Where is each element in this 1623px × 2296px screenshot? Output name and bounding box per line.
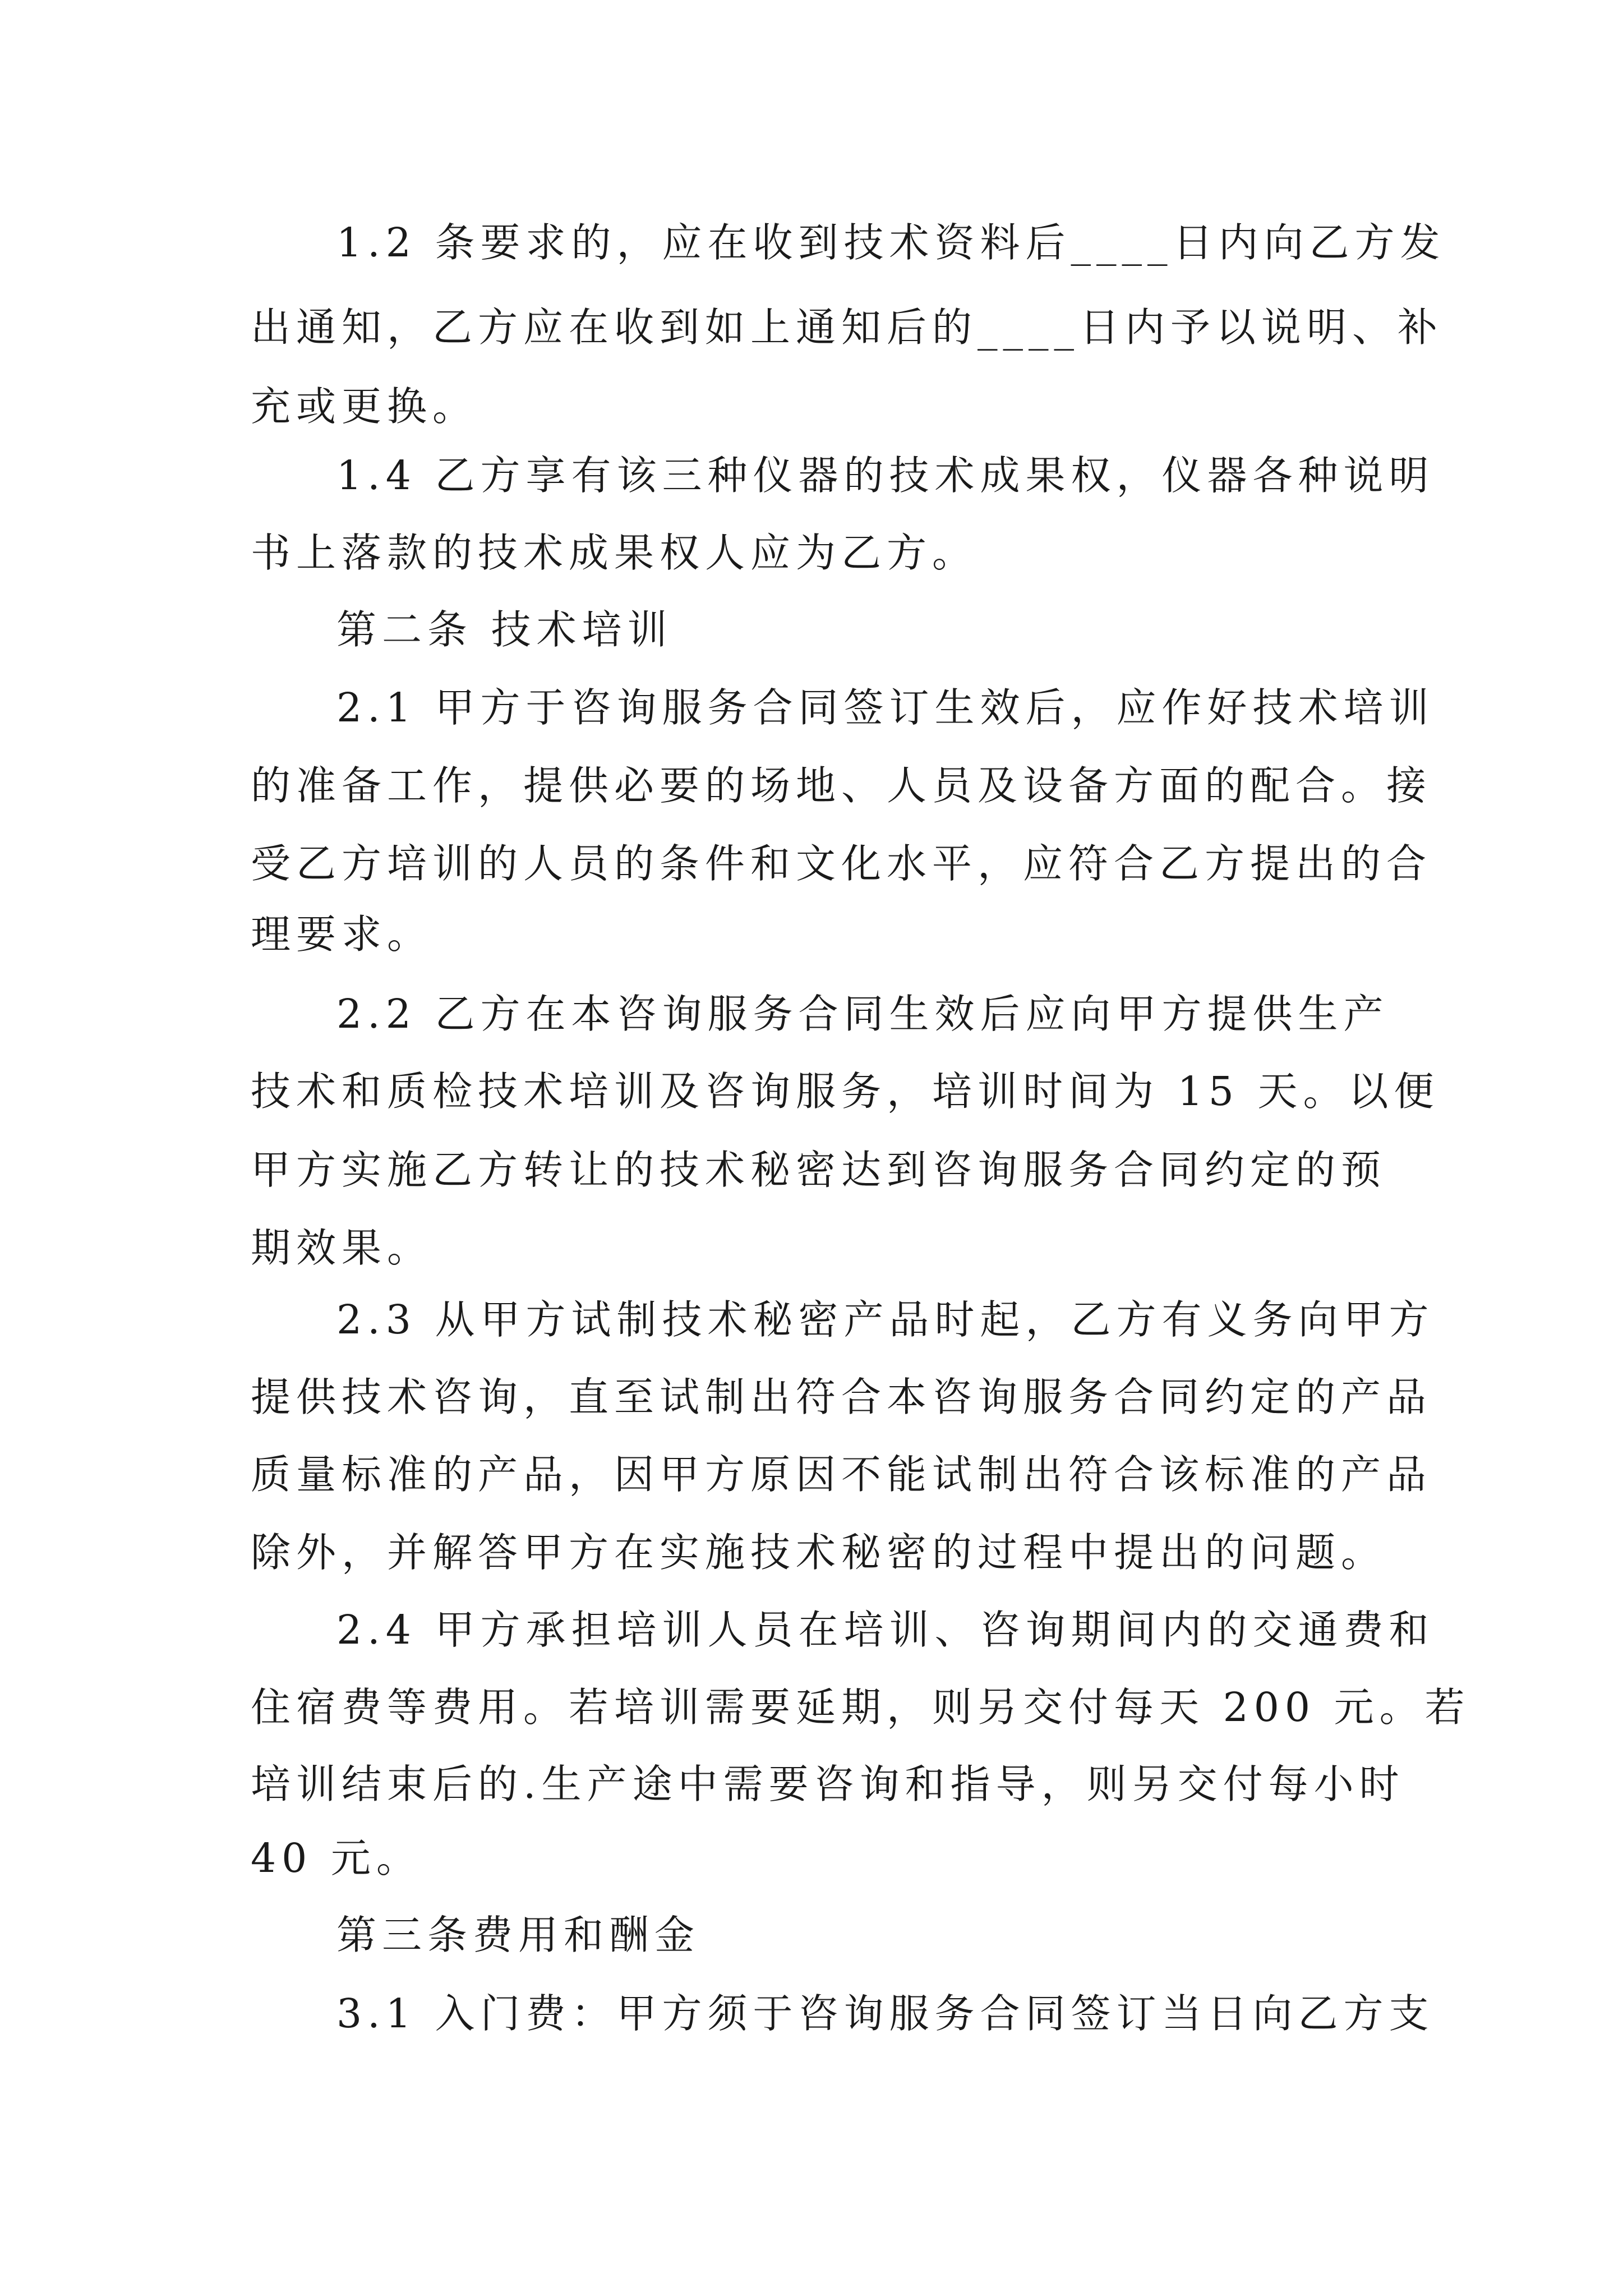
text-line [0,1275,1623,1365]
text-line-content: 2.1 甲方于咨询服务合同签订生效后，应作好技术培训 [336,684,1435,731]
text-line [0,1047,1623,1137]
text-line [0,1814,1623,1903]
text-line-content: 充或更换。 [251,383,478,430]
text-line [0,1125,1623,1215]
text-line [0,741,1623,831]
section-heading [0,585,1623,675]
text-line [0,1663,1623,1752]
text-line [0,1352,1623,1442]
text-line-content: 甲方实施乙方转让的技术秘密达到咨询服务合同约定的预 [251,1147,1387,1193]
text-line [0,1508,1623,1598]
text-line-content: 技术和质检技术培训及咨询服务，培训时间为 15 天。以便 [251,1068,1440,1115]
text-line [0,890,1623,979]
text-line-content: 除外，并解答甲方在实施技术秘密的过程中提出的问题。 [251,1529,1387,1576]
text-line [0,283,1623,372]
text-line-content: 3.1 入门费：甲方须于咨询服务合同签订当日向乙方支 [336,1990,1435,2037]
text-line-content: 2.2 乙方在本咨询服务合同生效后应向甲方提供生产 [336,991,1389,1037]
text-line-content: 培训结束后的.生产途中需要咨询和指导，则另交付每小时 [251,1761,1405,1807]
text-line [0,1969,1623,2059]
text-line-content: 40 元。 [251,1835,422,1881]
text-line-content: 的准备工作，提供必要的场地、人员及设备方面的配合。接 [251,762,1432,809]
text-line [0,969,1623,1059]
text-line-content: 1.4 乙方享有该三种仪器的技术成果权，仪器各种说明 [336,452,1435,499]
text-line-content: 出通知，乙方应在收到如上通知后的____日内予以说明、补 [251,304,1444,351]
text-line [0,198,1623,288]
text-line-content: 住宿费等费用。若培训需要延期，则另交付每天 200 元。若 [251,1684,1470,1731]
text-line [0,1585,1623,1675]
text-line-content: 2.4 甲方承担培训人员在培训、咨询期间内的交通费和 [336,1607,1435,1653]
text-line [0,1430,1623,1520]
text-line-content: 受乙方培训的人员的条件和文化水平，应符合乙方提出的合 [251,840,1432,887]
text-line [0,431,1623,521]
text-line-content: 1.2 条要求的，应在收到技术资料后____日内向乙方发 [336,219,1446,266]
text-line-content: 书上落款的技术成果权人应为乙方。 [251,530,978,576]
section-heading-text: 第三条费用和酬金 [336,1912,700,1958]
text-line-content: 提供技术咨询，直至试制出符合本咨询服务合同约定的产品 [251,1374,1432,1420]
section-heading [0,1890,1623,1980]
text-line-content: 期效果。 [251,1225,433,1271]
text-line-content: 2.3 从甲方试制技术秘密产品时起，乙方有义务向甲方 [336,1296,1435,1343]
text-line-content: 质量标准的产品，因甲方原因不能试制出符合该标准的产品 [251,1451,1432,1498]
text-line [0,508,1623,598]
text-line-content: 理要求。 [251,911,433,958]
text-line [0,663,1623,753]
section-heading-text: 第二条 技术培训 [336,606,673,653]
